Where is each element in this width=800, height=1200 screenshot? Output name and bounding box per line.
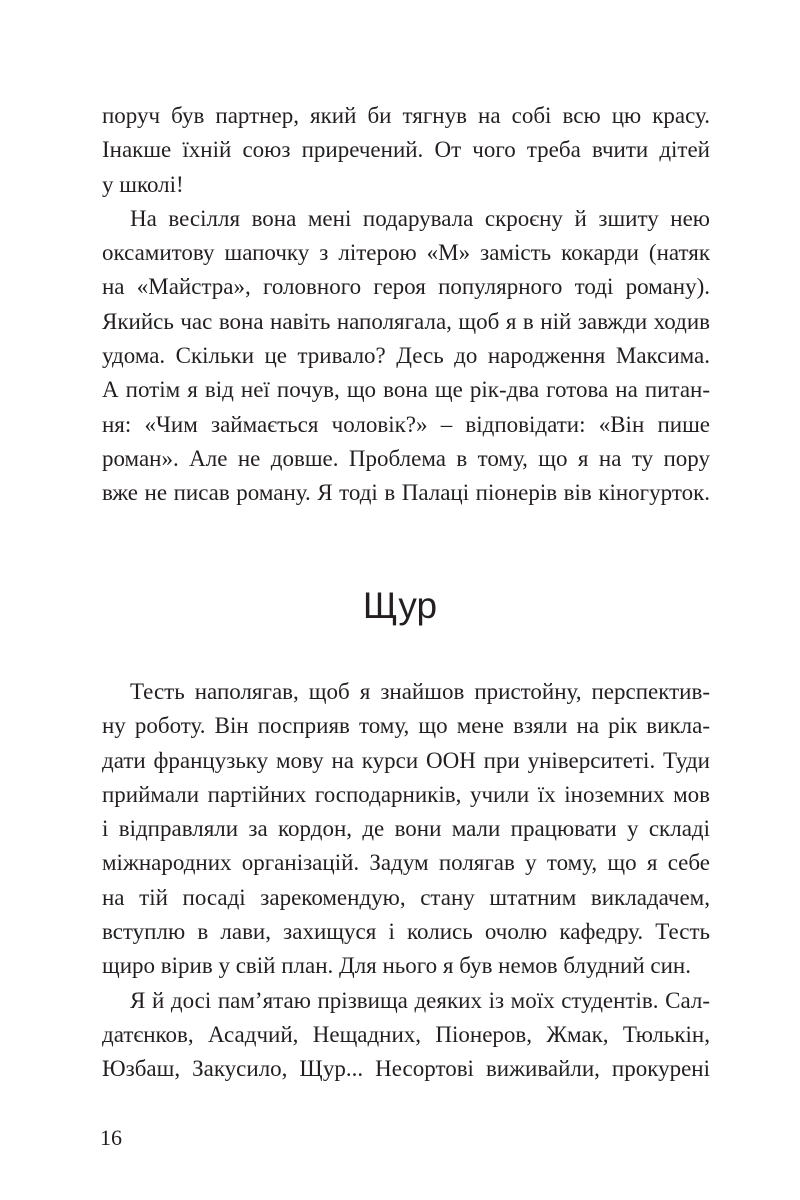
text-line: А потім я від неї почув, що вона ще рік-два готова на питан-: [102, 377, 710, 403]
text-line: Я й досі пам’ятаю прізвища деяких із моїх студентів. Сал-: [130, 987, 710, 1013]
text-line: оксамитову шапочку з літерою «М» замість кокарди (натяк: [102, 240, 710, 266]
page-number: 16: [100, 1125, 122, 1150]
text-line: вступлю в лави, захищуся і колись очолю кафедру. Тесть: [102, 919, 710, 945]
text-line: у школі!: [102, 171, 184, 197]
text-line: приймали партійних господарників, учили їх іноземних мов: [102, 781, 710, 807]
text-line: на «Майстра», головного героя популярного тоді роману).: [102, 274, 710, 300]
text-line: Якийсь час вона навіть наполягала, щоб я в ній завжди ходив: [102, 308, 710, 334]
text-line: Юзбаш, Закусило, Щур... Несортові виживайли, прокурені: [102, 1056, 710, 1082]
text-line: вже не писав роману. Я тоді в Палаці піонерів вів кіногурток.: [102, 480, 710, 506]
top-text-block: [102, 99, 710, 511]
text-line: ня: «Чим займається чоловік?» – відповідати: «Він пише: [102, 411, 710, 437]
text-line: На весілля вона мені подарувала скроєну й зшиту нею: [130, 205, 710, 231]
text-line: і відправляли за кордон, де вони мали працювати у складі: [102, 816, 710, 842]
text-line: удома. Скільки це тривало? Десь до народження Максима.: [102, 343, 710, 369]
bottom-text-block: [102, 675, 710, 1087]
chapter-heading: Щур: [362, 585, 438, 626]
text-line: щиро вірив у свій план. Для нього я був немов блудний син.: [102, 953, 691, 979]
text-line: Інакше їхній союз приречений. От чого треба вчити дітей: [102, 137, 710, 163]
text-line: поруч був партнер, який би тягнув на собі всю цю красу.: [102, 103, 710, 128]
text-line: Тесть наполягав, щоб я знайшов пристойну, перспектив-: [130, 679, 710, 704]
text-line: на тій посаді зарекомендую, стану штатним викладачем,: [102, 884, 710, 910]
text-line: ну роботу. Він посприяв тому, що мене взяли на рік викла-: [102, 713, 710, 739]
text-line: датєнков, Асадчий, Нещадних, Піонеров, Жмак, Тюлькін,: [102, 1021, 710, 1047]
text-line: міжнародних організацій. Задум полягав у тому, що я себе: [102, 850, 710, 876]
text-line: роман». Але не довше. Проблема в тому, що я на ту пору: [102, 445, 710, 471]
text-line: дати французьку мову на курси ООН при університеті. Туди: [102, 747, 710, 773]
